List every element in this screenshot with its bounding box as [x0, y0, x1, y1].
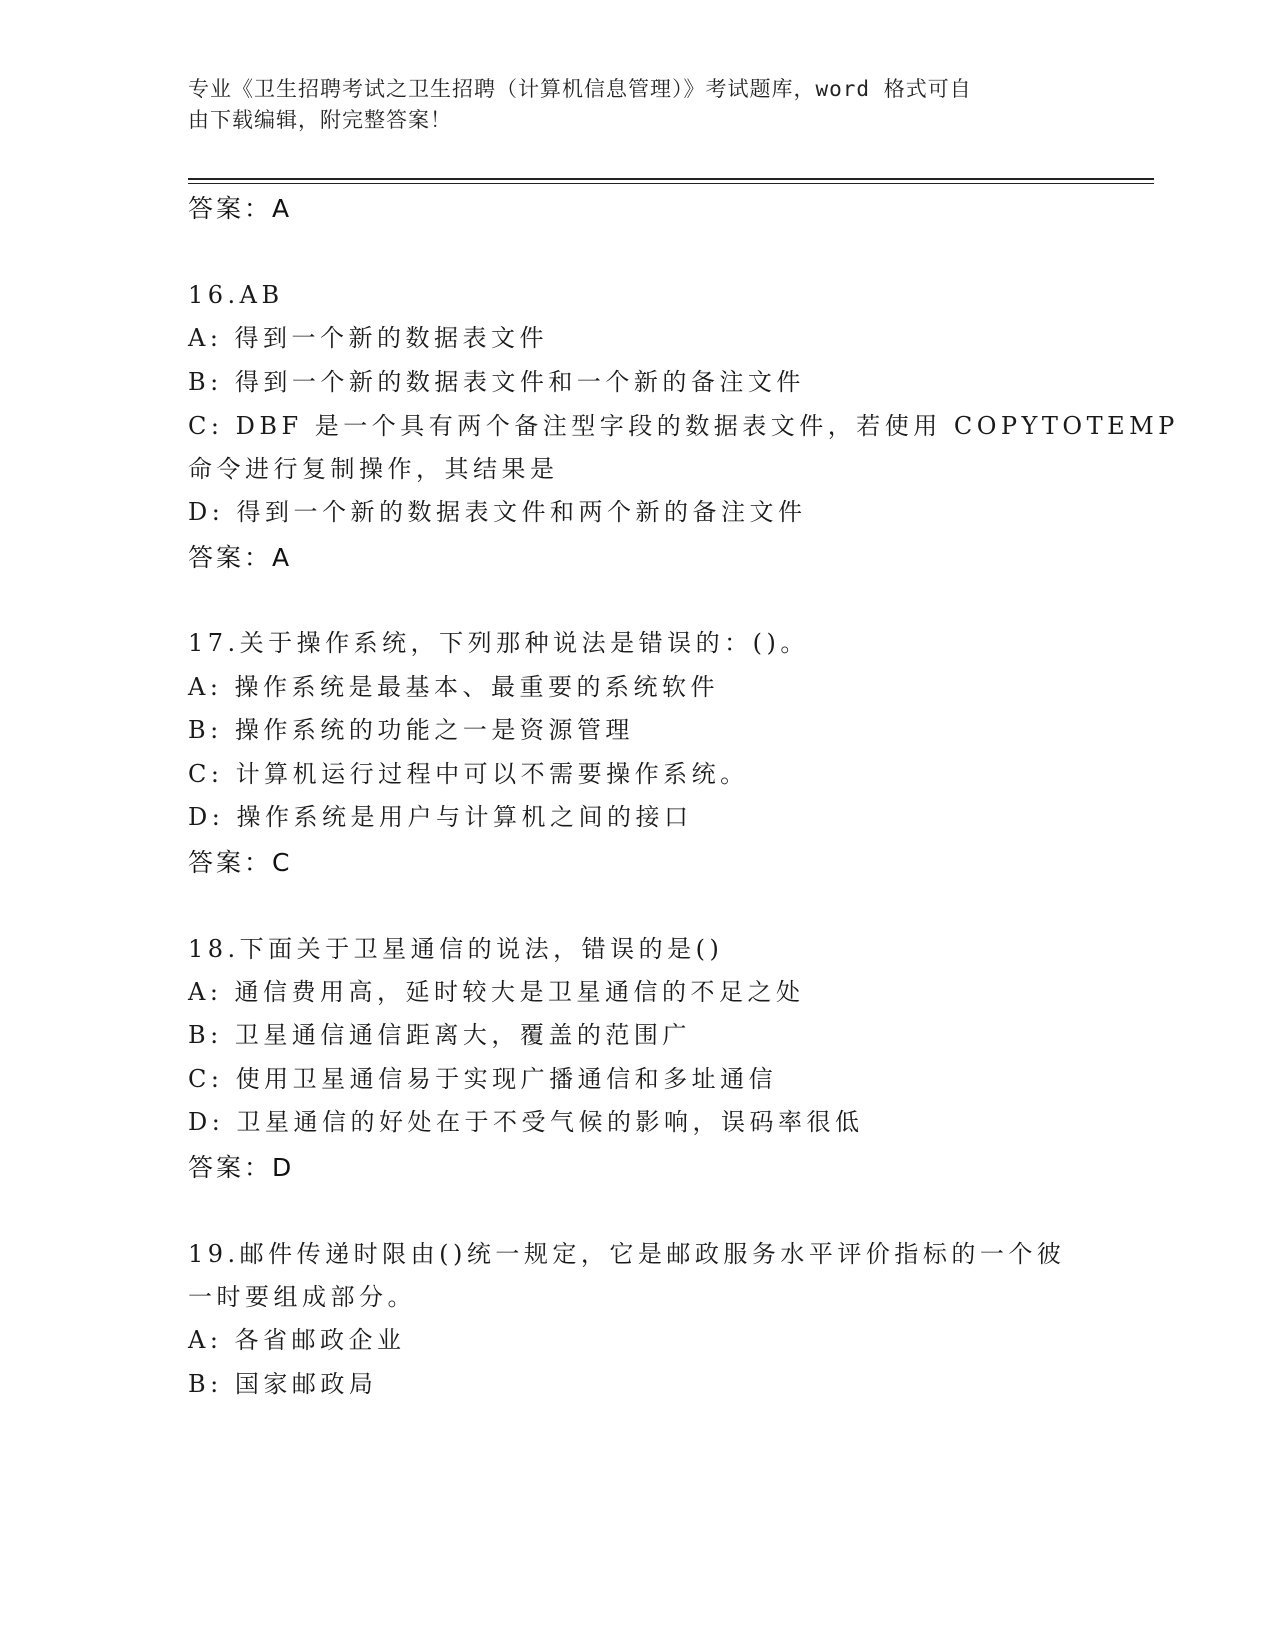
- question-18-option-d: D: 卫星通信的好处在于不受气候的影响，误码率很低: [188, 1108, 864, 1136]
- question-17-option-a: A: 操作系统是最基本、最重要的系统软件: [188, 673, 720, 701]
- question-18-option-a: A: 通信费用高，延时较大是卫星通信的不足之处: [188, 978, 805, 1006]
- question-18-option-b: B: 卫星通信通信距离大，覆盖的范围广: [188, 1021, 691, 1049]
- question-18-option-c: C: 使用卫星通信易于实现广播通信和多址通信: [188, 1065, 778, 1093]
- answer-17: 答案：C: [188, 848, 293, 877]
- header-line-1: 专业《卫生招聘考试之卫生招聘（计算机信息管理）》考试题库，word 格式可自: [188, 77, 972, 101]
- question-16-option-d: D: 得到一个新的数据表文件和两个新的备注文件: [188, 498, 807, 526]
- header-rule-thin: [188, 183, 1154, 184]
- question-16-title: 16.AB: [188, 281, 284, 309]
- question-19-title: 19.邮件传递时限由()统一规定，它是邮政服务水平评价指标的一个彼: [188, 1240, 1066, 1268]
- question-16-option-c-cont: 命令进行复制操作，其结果是: [188, 455, 559, 483]
- question-16-option-a: A: 得到一个新的数据表文件: [188, 324, 549, 352]
- question-16-option-b: B: 得到一个新的数据表文件和一个新的备注文件: [188, 368, 805, 396]
- question-17-option-c: C: 计算机运行过程中可以不需要操作系统。: [188, 760, 749, 788]
- question-18-title: 18.下面关于卫星通信的说法，错误的是(): [188, 935, 724, 963]
- answer-15: 答案：A: [188, 194, 293, 223]
- header-rule-thick: [188, 178, 1154, 180]
- question-17-option-b: B: 操作系统的功能之一是资源管理: [188, 716, 634, 744]
- question-19-option-b: B: 国家邮政局: [188, 1370, 378, 1398]
- question-19-title-cont: 一时要组成部分。: [188, 1283, 416, 1311]
- document-header: [188, 74, 1078, 136]
- answer-18: 答案：D: [188, 1153, 295, 1182]
- answer-16: 答案：A: [188, 543, 293, 572]
- question-16-option-c: C: DBF 是一个具有两个备注型字段的数据表文件，若使用 COPYTOTEMP: [188, 412, 1179, 440]
- question-17-option-d: D: 操作系统是用户与计算机之间的接口: [188, 803, 693, 831]
- question-19-option-a: A: 各省邮政企业: [188, 1326, 406, 1354]
- header-line-2: 由下载编辑，附完整答案！: [188, 108, 452, 132]
- question-17-title: 17.关于操作系统，下列那种说法是错误的：()。: [188, 629, 809, 657]
